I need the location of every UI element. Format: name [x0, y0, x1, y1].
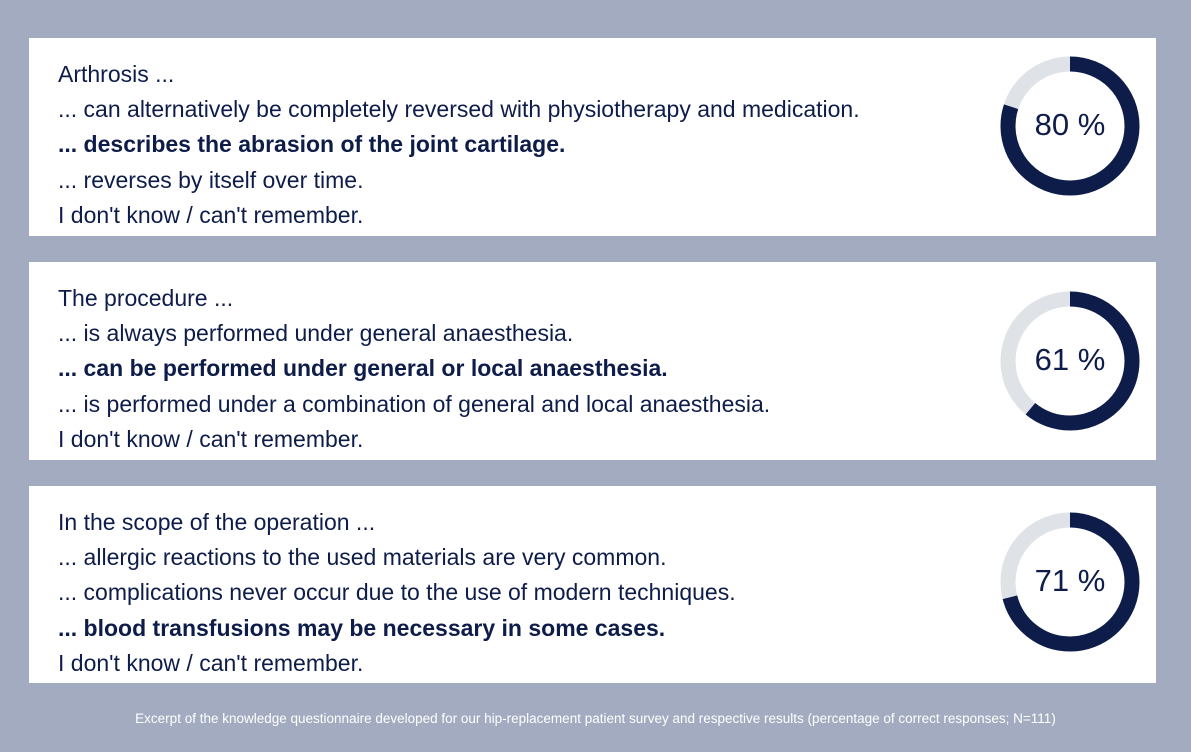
answer-option: ... complications never occur due to the use of modern techniques.: [58, 579, 736, 606]
answer-option: ... can alternatively be completely reversed with physiotherapy and medication.: [58, 96, 860, 123]
answer-option: ... is always performed under general anaesthesia.: [58, 320, 574, 347]
correct-answer-option: ... blood transfusions may be necessary in some cases.: [58, 614, 666, 641]
question-text: [58, 57, 860, 233]
donut-percent-label: 80 %: [1034, 107, 1106, 143]
answer-option-dont-know: I don't know / can't remember.: [58, 201, 364, 228]
question-text: [58, 281, 770, 457]
answer-option-dont-know: I don't know / can't remember.: [58, 425, 364, 452]
answer-option: ... is performed under a combination of general and local anaesthesia.: [58, 390, 771, 417]
question-stem: The procedure ...: [58, 285, 234, 311]
question-card-operation-scope: [29, 486, 1156, 683]
donut-percent-label: 61 %: [1034, 342, 1106, 378]
answer-option: ... reverses by itself over time.: [58, 166, 364, 193]
donut-percent-label: 71 %: [1034, 563, 1106, 599]
question-stem: Arthrosis ...: [58, 61, 175, 87]
correct-answer-option: ... describes the abrasion of the joint cartilage.: [58, 131, 566, 158]
question-card-arthrosis: [29, 38, 1156, 236]
donut-svg: [998, 54, 1142, 198]
donut-svg: [998, 289, 1142, 433]
percent-donut: [998, 54, 1142, 198]
correct-answer-option: ... can be performed under general or local anaesthesia.: [58, 355, 668, 382]
question-card-procedure: [29, 262, 1156, 460]
question-stem: In the scope of the operation ...: [58, 509, 376, 535]
figure-caption: Excerpt of the knowledge questionnaire developed for our hip-replacement patient survey and respective results (percentage of correct responses; N=111): [135, 711, 1056, 726]
answer-option-dont-know: I don't know / can't remember.: [58, 649, 364, 676]
question-text: [58, 505, 736, 681]
percent-donut: [998, 510, 1142, 654]
percent-donut: [998, 289, 1142, 433]
answer-option: ... allergic reactions to the used materials are very common.: [58, 544, 667, 571]
donut-svg: [998, 510, 1142, 654]
